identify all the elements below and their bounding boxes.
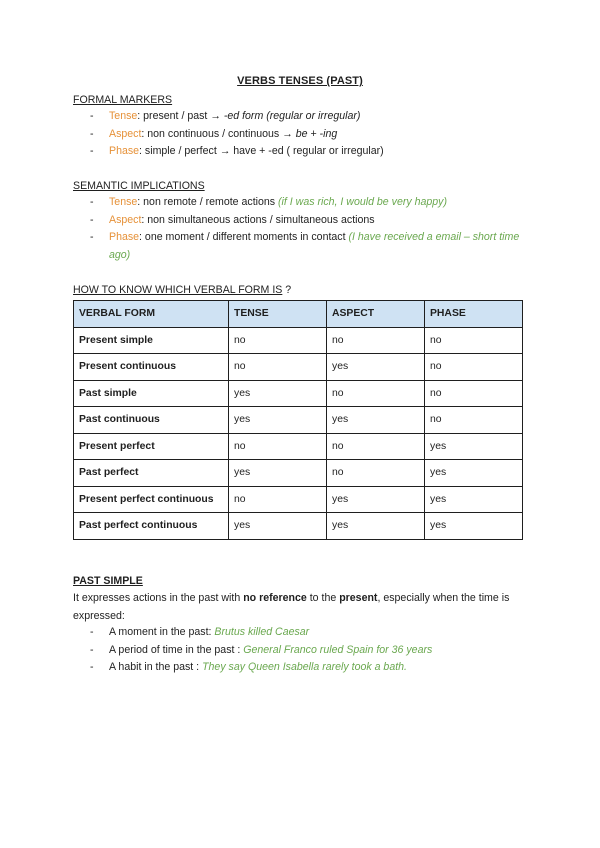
past-simple-intro: [73, 590, 533, 625]
label-tense: Tense: [109, 110, 138, 122]
item-italic: -ed form (regular or irregular): [223, 110, 361, 122]
list-item: [90, 659, 432, 677]
item-text: A period of time in the past :: [109, 643, 244, 656]
cell-aspect: no: [327, 327, 425, 354]
cell-tense: no: [229, 486, 327, 513]
table-row: [74, 433, 523, 460]
cell-tense: yes: [229, 380, 327, 407]
dash-bullet: -: [90, 196, 94, 208]
intro-bold: present: [339, 592, 378, 604]
list-item: [90, 212, 530, 230]
cell-aspect: yes: [327, 407, 425, 434]
list-item: [90, 126, 384, 144]
cell-aspect: no: [327, 380, 425, 407]
item-text: A habit in the past :: [109, 661, 203, 674]
list-item: [90, 143, 384, 161]
page-title: VERBS TENSES (PAST): [237, 75, 363, 87]
dash-bullet: -: [90, 127, 94, 140]
dash-bullet: -: [90, 145, 94, 158]
dash-bullet: -: [90, 110, 94, 122]
example-text: They say Queen Isabella rarely took a bath.: [202, 661, 407, 674]
item-italic: be + -ing: [295, 127, 338, 140]
cell-phase: yes: [425, 513, 523, 540]
cell-aspect: no: [327, 460, 425, 487]
intro-text: It expresses actions in the past with: [73, 592, 244, 604]
table-row: [74, 380, 523, 407]
cell-phase: no: [425, 380, 523, 407]
example-text: Brutus killed Caesar: [214, 626, 310, 638]
table-row: [74, 327, 523, 354]
label-phase: Phase: [109, 145, 140, 158]
cell-verbal-form: Past continuous: [74, 407, 229, 434]
item-text: : non simultaneous actions / simultaneous actions: [141, 213, 375, 226]
header-phase: PHASE: [425, 301, 523, 328]
semantic-implications-heading: SEMANTIC IMPLICATIONS: [73, 180, 205, 192]
cell-phase: no: [425, 407, 523, 434]
dash-bullet: -: [90, 213, 94, 226]
list-item: [90, 624, 432, 642]
cell-verbal-form: Past perfect: [74, 460, 229, 487]
cell-phase: no: [425, 354, 523, 381]
dash-bullet: -: [90, 626, 94, 638]
cell-tense: no: [229, 327, 327, 354]
cell-verbal-form: Present perfect continuous: [74, 486, 229, 513]
cell-aspect: yes: [327, 354, 425, 381]
item-text: : one moment / different moments in contact: [139, 231, 349, 244]
cell-verbal-form: Present simple: [74, 327, 229, 354]
how-to-know-heading: HOW TO KNOW WHICH VERBAL FORM IS: [73, 284, 283, 296]
list-item: [90, 194, 530, 212]
example-text: General Franco ruled Spain for 36 years: [243, 643, 433, 656]
table-row: [74, 354, 523, 381]
header-tense: TENSE: [229, 301, 327, 328]
formal-markers-list: [90, 108, 384, 161]
cell-tense: no: [229, 433, 327, 460]
formal-markers-heading: FORMAL MARKERS: [73, 94, 173, 106]
past-simple-heading: PAST SIMPLE: [73, 575, 143, 587]
intro-text: , especially when the time is expressed:: [73, 592, 510, 622]
intro-bold: no reference: [243, 592, 307, 604]
how-to-know-suffix: ?: [282, 284, 292, 296]
table-row: [74, 486, 523, 513]
table-row: [74, 407, 523, 434]
dash-bullet: -: [90, 231, 94, 244]
cell-tense: yes: [229, 460, 327, 487]
example-text: (I have received a email – short time ago): [109, 231, 520, 261]
semantic-implications-list: [90, 194, 530, 264]
cell-verbal-form: Past simple: [74, 380, 229, 407]
list-item: [90, 108, 384, 126]
cell-aspect: yes: [327, 486, 425, 513]
header-aspect: ASPECT: [327, 301, 425, 328]
how-to-know-line: [73, 284, 291, 296]
cell-tense: no: [229, 354, 327, 381]
cell-tense: yes: [229, 407, 327, 434]
label-phase: Phase: [109, 231, 140, 244]
label-tense: Tense: [109, 196, 138, 208]
cell-aspect: no: [327, 433, 425, 460]
cell-phase: yes: [425, 460, 523, 487]
table-row: [74, 513, 523, 540]
label-aspect: Aspect: [109, 213, 142, 226]
cell-verbal-form: Past perfect continuous: [74, 513, 229, 540]
dash-bullet: -: [90, 661, 94, 674]
cell-phase: yes: [425, 486, 523, 513]
item-text: : non continuous / continuous →: [141, 127, 296, 140]
cell-phase: no: [425, 327, 523, 354]
item-text: A moment in the past:: [109, 626, 215, 638]
label-aspect: Aspect: [109, 127, 142, 140]
cell-verbal-form: Present continuous: [74, 354, 229, 381]
intro-text: to the: [306, 592, 340, 604]
cell-tense: yes: [229, 513, 327, 540]
cell-phase: yes: [425, 433, 523, 460]
item-text: : present / past →: [137, 110, 224, 122]
cell-aspect: yes: [327, 513, 425, 540]
past-simple-list: [90, 624, 432, 677]
verb-forms-table: [73, 300, 523, 540]
cell-verbal-form: Present perfect: [74, 433, 229, 460]
table-row: [74, 460, 523, 487]
item-text: : non remote / remote actions: [137, 196, 279, 208]
item-text: : simple / perfect → have + -ed ( regular or irregular): [139, 145, 384, 158]
table-header-row: [74, 301, 523, 328]
header-verbal-form: VERBAL FORM: [74, 301, 229, 328]
dash-bullet: -: [90, 643, 94, 656]
example-text: (if I was rich, I would be very happy): [278, 196, 447, 208]
list-item: [90, 229, 530, 264]
list-item: [90, 642, 432, 660]
